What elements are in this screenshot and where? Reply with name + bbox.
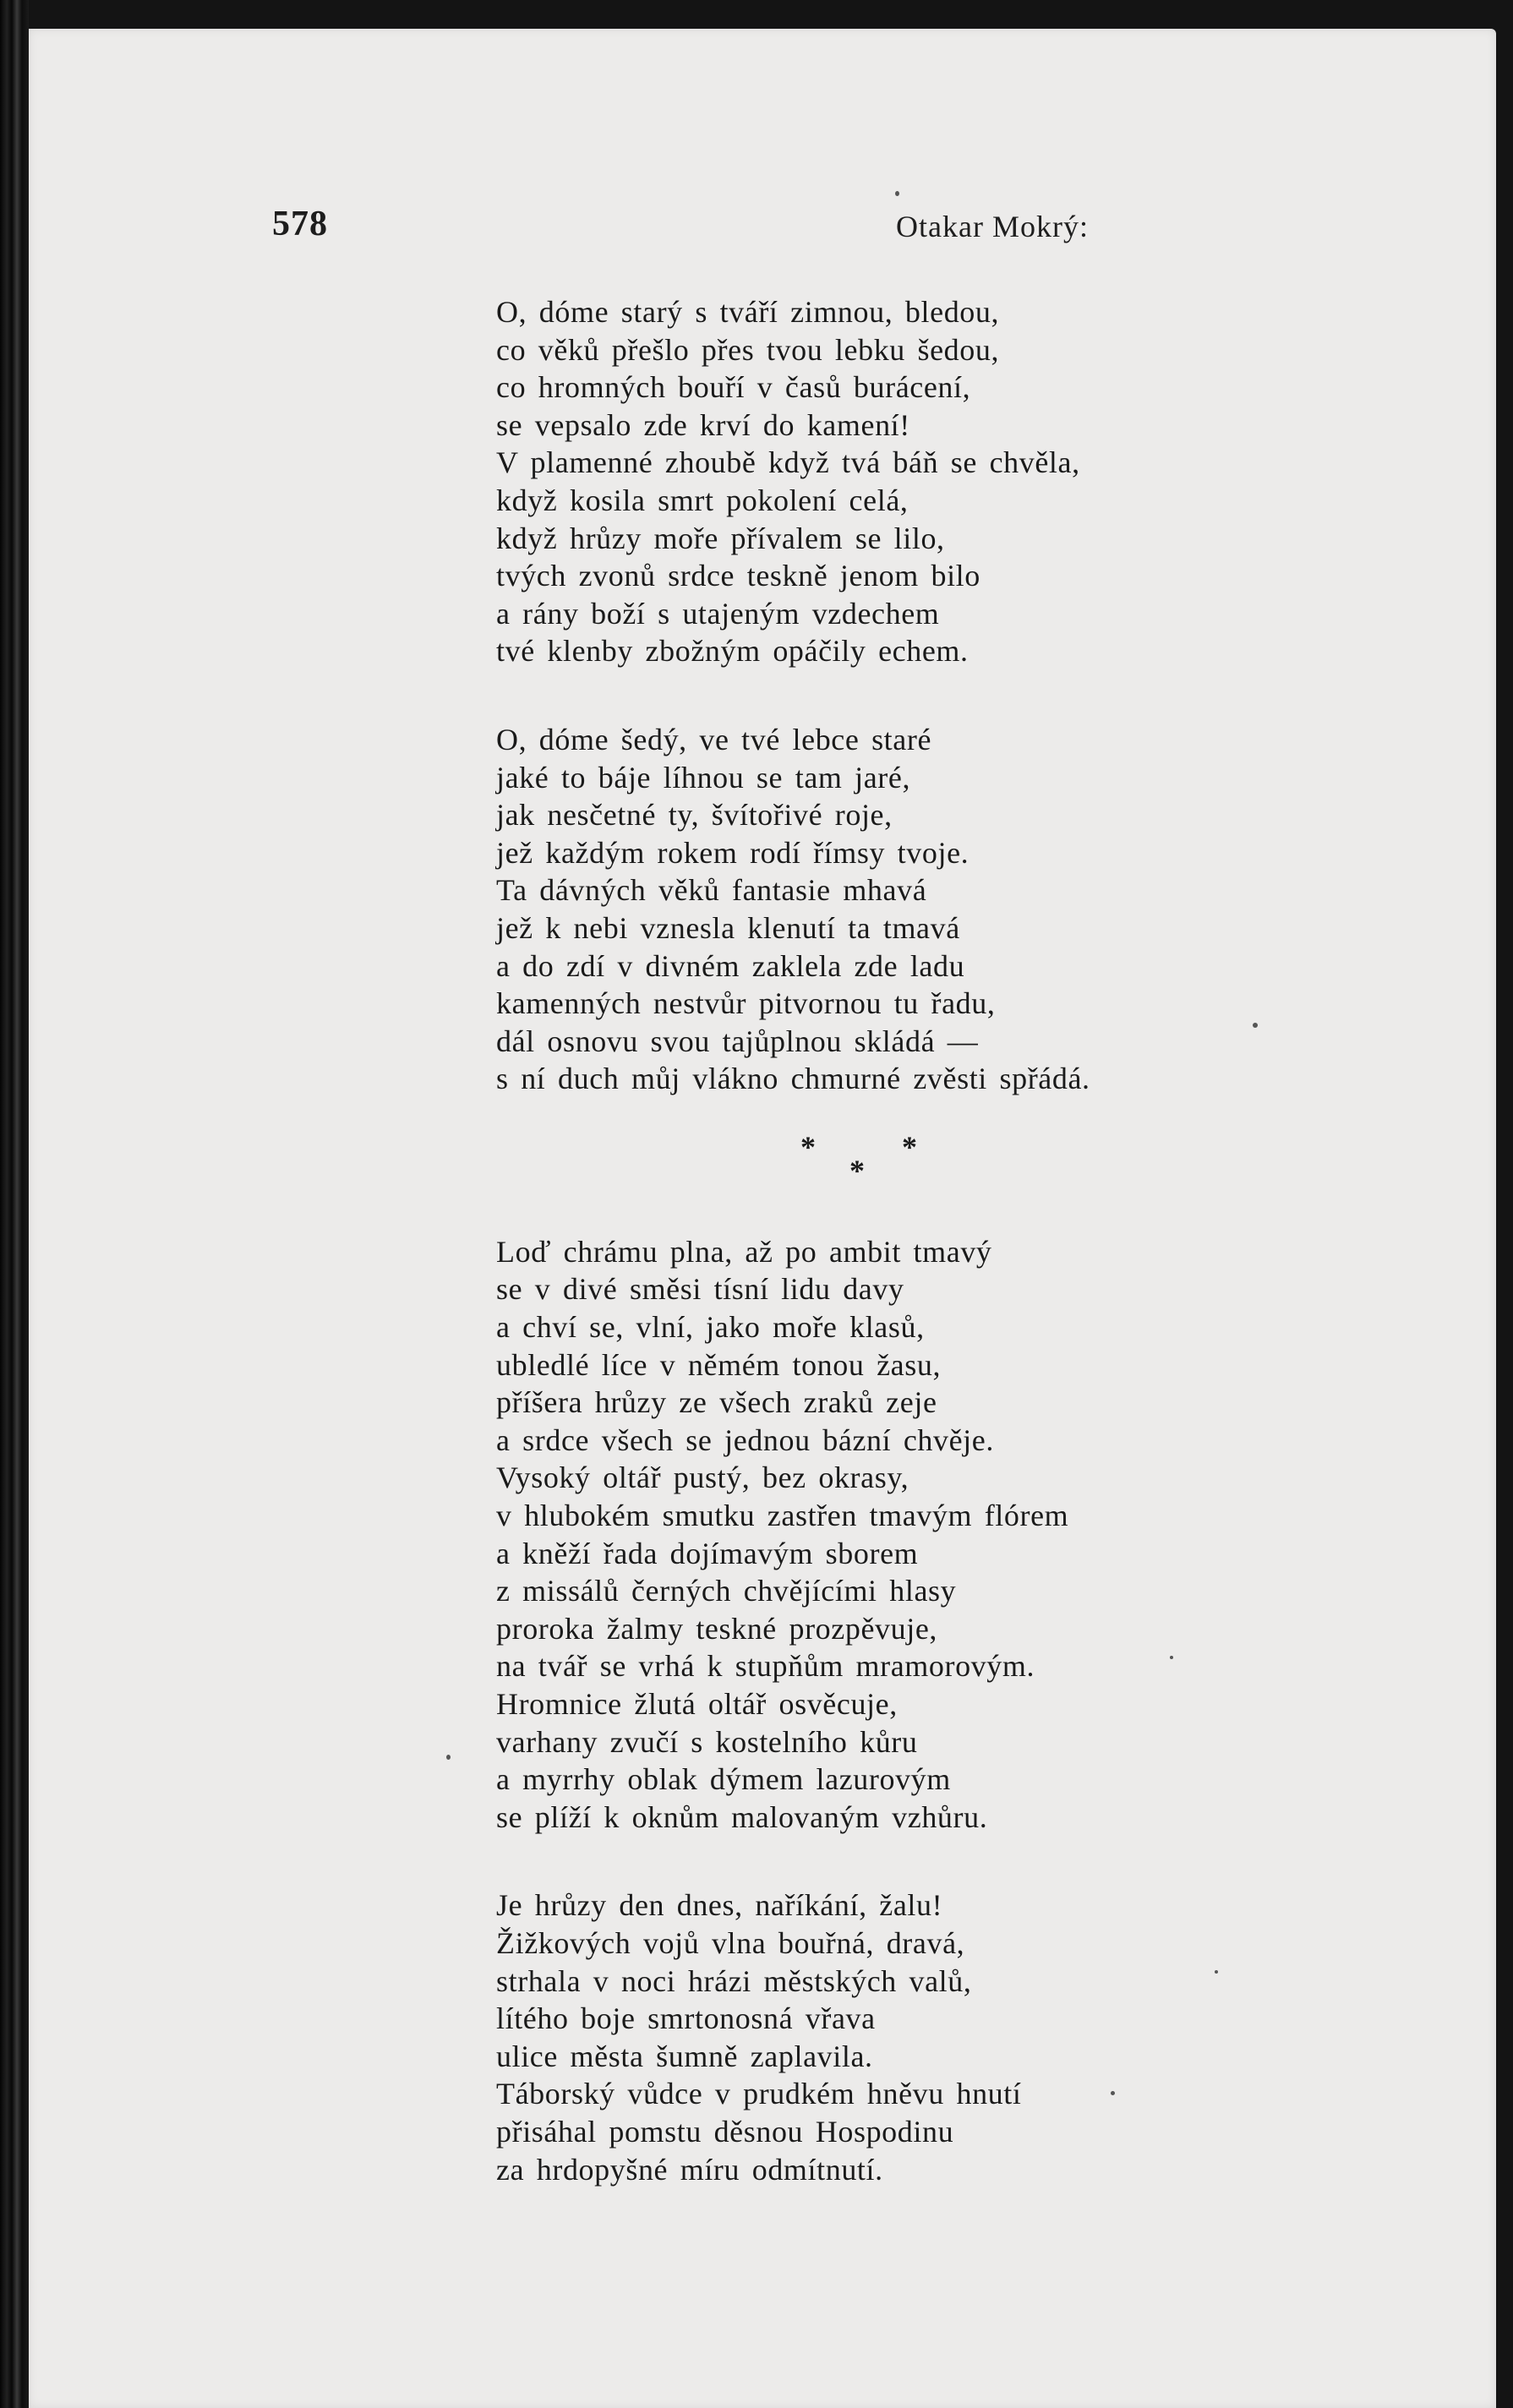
poem-line: tvých zvonů srdce teskně jenom bilo <box>496 559 980 593</box>
poem-line: a srdce všech se jednou bázní chvěje. <box>496 1422 994 1457</box>
poem-line: varhany zvučí s kostelního kůru <box>496 1724 918 1759</box>
poem-line: Ta dávných věků fantasie mhavá <box>496 873 927 908</box>
poem-line: se v divé směsi tísní lidu davy <box>496 1272 904 1307</box>
page-number: 578 <box>272 205 328 243</box>
poem-line: a myrrhy oblak dýmem lazurovým <box>496 1762 951 1797</box>
poem-line: a kněží řada dojímavým sborem <box>496 1536 919 1570</box>
section-separator <box>496 1129 1341 1199</box>
poem-line: co hromných bouří v časů burácení, <box>496 370 971 405</box>
poem-line: a chví se, vlní, jako moře klasů, <box>496 1310 925 1345</box>
poem-line: co věků přešlo přes tvou lebku šedou, <box>496 332 1000 367</box>
poem-line: když hrůzy moře přívalem se lilo, <box>496 521 945 555</box>
asterisk: * <box>902 1129 917 1164</box>
poem-line: Žižkových vojů vlna bouřná, dravá, <box>496 1925 965 1960</box>
poem-line: za hrdopyšné míru odmítnutí. <box>496 2152 883 2187</box>
poem-line: na tvář se vrhá k stupňům mramorovým. <box>496 1649 1035 1684</box>
poem-line: Táborský vůdce v prudkém hněvu hnutí <box>496 2077 1022 2111</box>
asterisk: * <box>849 1153 865 1188</box>
asterisk: * <box>800 1129 816 1164</box>
running-head: Otakar Mokrý: <box>896 210 1089 243</box>
poem-body <box>496 293 1341 2239</box>
poem-line: proroka žalmy teskné prozpěvuje, <box>496 1611 938 1646</box>
stanza-4 <box>496 1887 1341 2188</box>
stanza-1 <box>496 293 1341 670</box>
poem-line: tvé klenby zbožným opáčily echem. <box>496 634 969 669</box>
stanza-3 <box>496 1233 1341 1837</box>
poem-line: strhala v noci hrázi městských valů, <box>496 1963 972 1998</box>
poem-line: ulice města šumně zaplavila. <box>496 2039 873 2073</box>
poem-line: a do zdí v divném zaklela zde ladu <box>496 948 965 983</box>
poem-line: O, dóme starý s tváří zimnou, bledou, <box>496 295 1000 329</box>
poem-line: V plamenné zhoubě když tvá báň se chvěla, <box>496 445 1080 480</box>
poem-line: se vepsalo zde krví do kamení! <box>496 407 910 442</box>
poem-line: Loď chrámu plna, až po ambit tmavý <box>496 1234 992 1269</box>
poem-line: jaké to báje líhnou se tam jaré, <box>496 760 911 794</box>
poem-line: Vysoký oltář pustý, bez okrasy, <box>496 1461 909 1495</box>
poem-line: Hromnice žlutá oltář osvěcuje, <box>496 1687 898 1721</box>
poem-line: s ní duch můj vlákno chmurné zvěsti spřádá. <box>496 1062 1090 1096</box>
poem-line: kamenných nestvůr pitvornou tu řadu, <box>496 986 996 1021</box>
poem-line: Je hrůzy den dnes, naříkání, žalu! <box>496 1888 943 1923</box>
stanza-2 <box>496 721 1341 1098</box>
page-header <box>272 204 1236 254</box>
poem-line: O, dóme šedý, ve tvé lebce staré <box>496 722 932 756</box>
poem-line: z missálů černých chvějícími hlasy <box>496 1574 957 1608</box>
poem-line: a rány boží s utajeným vzdechem <box>496 596 940 631</box>
poem-line: příšera hrůzy ze všech zraků zeje <box>496 1385 937 1420</box>
poem-line: se plíží k oknům malovaným vzhůru. <box>496 1799 988 1834</box>
poem-line: jež každým rokem rodí římsy tvoje. <box>496 835 970 870</box>
poem-line: v hlubokém smutku zastřen tmavým flórem <box>496 1499 1069 1533</box>
poem-line: lítého boje smrtonosná vřava <box>496 2001 876 2036</box>
book-binding-edge <box>0 0 29 2408</box>
paper-speck <box>446 1755 451 1760</box>
poem-line: přisáhal pomstu děsnou Hospodinu <box>496 2114 954 2149</box>
poem-line: dál osnovu svou tajůplnou skládá — <box>496 1024 979 1058</box>
poem-line: jež k nebi vznesla klenutí ta tmavá <box>496 910 960 945</box>
poem-line: ubledlé líce v němém tonou žasu, <box>496 1347 942 1382</box>
paper-speck <box>895 191 899 196</box>
poem-line: když kosila smrt pokolení celá, <box>496 483 909 517</box>
poem-line: jak nesčetné ty, švítořivé roje, <box>496 798 893 833</box>
